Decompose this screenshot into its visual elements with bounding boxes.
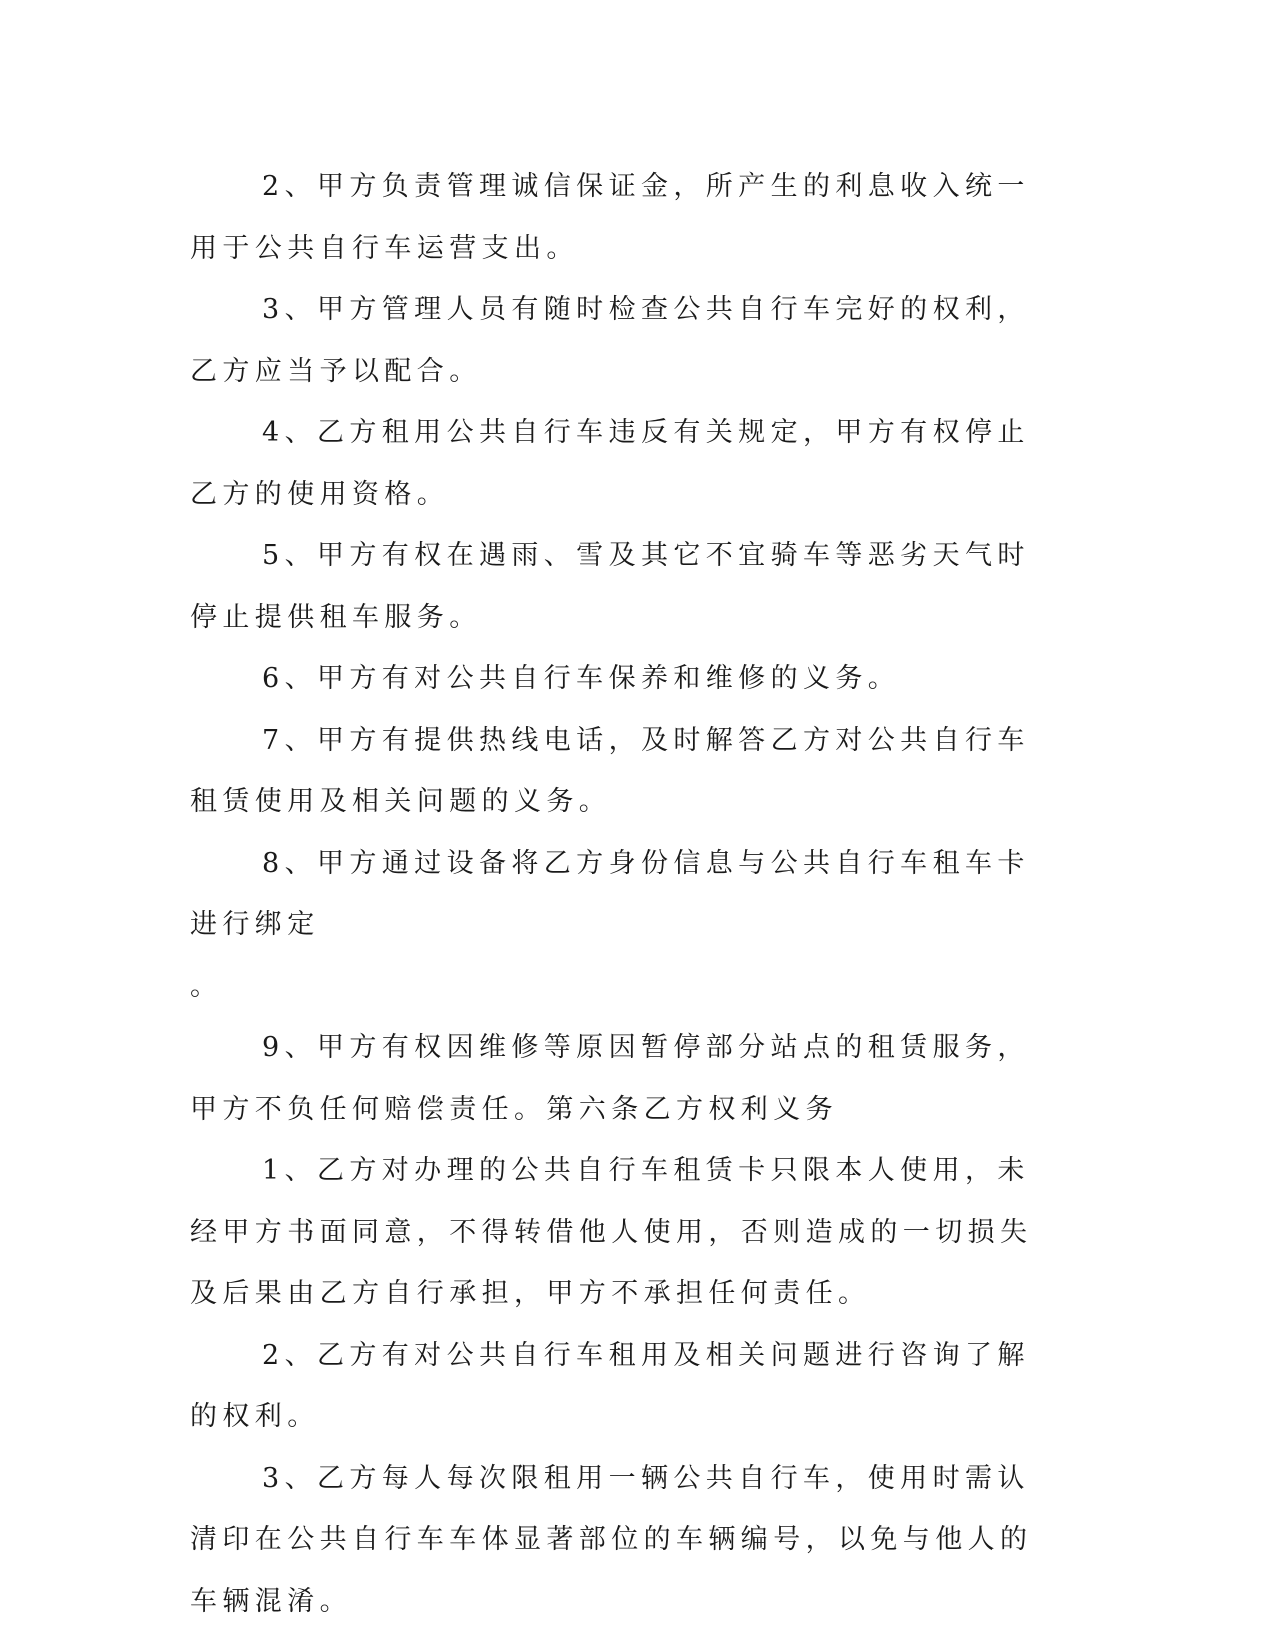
paragraph-clause-6: 6、甲方有对公共自行车保养和维修的义务。 — [262, 663, 901, 694]
paragraph-clause-8: 8、甲方通过设备将乙方身份信息与公共自行车租车卡进行绑定 — [190, 847, 1030, 940]
paragraph-clause-4: 4、乙方租用公共自行车违反有关规定，甲方有权停止乙方的使用资格。 — [190, 417, 1030, 510]
paragraph-party-b-clause-1: 1、乙方对办理的公共自行车租赁卡只限本人使用，未经甲方书面同意，不得转借他人使用，否则造成的一切损失及后果由乙方自行承担，甲方不承担任何责任。 — [190, 1155, 1033, 1309]
paragraph-clause-7: 7、甲方有提供热线电话，及时解答乙方对公共自行车租赁使用及相关问题的义务。 — [190, 724, 1030, 817]
paragraph-clause-9: 9、甲方有权因维修等原因暂停部分站点的租赁服务，甲方不负任何赔偿责任。第六条乙方权利义务 — [190, 1032, 1030, 1125]
paragraph-clause-5: 5、甲方有权在遇雨、雪及其它不宜骑车等恶劣天气时停止提供租车服务。 — [190, 540, 1030, 633]
paragraph-clause-3: 3、甲方管理人员有随时检查公共自行车完好的权利，乙方应当予以配合。 — [190, 294, 1030, 387]
document-body — [190, 156, 1060, 1632]
paragraph-party-b-clause-3: 3、乙方每人每次限租用一辆公共自行车，使用时需认清印在公共自行车车体显著部位的车辆编号，以免与他人的车辆混淆。 — [190, 1462, 1033, 1617]
paragraph-clause-2: 2、甲方负责管理诚信保证金，所产生的利息收入统一用于公共自行车运营支出。 — [190, 171, 1030, 264]
paragraph-clause-8-end: 。 — [190, 970, 223, 1002]
paragraph-party-b-clause-2: 2、乙方有对公共自行车租用及相关问题进行咨询了解的权利。 — [190, 1339, 1030, 1432]
